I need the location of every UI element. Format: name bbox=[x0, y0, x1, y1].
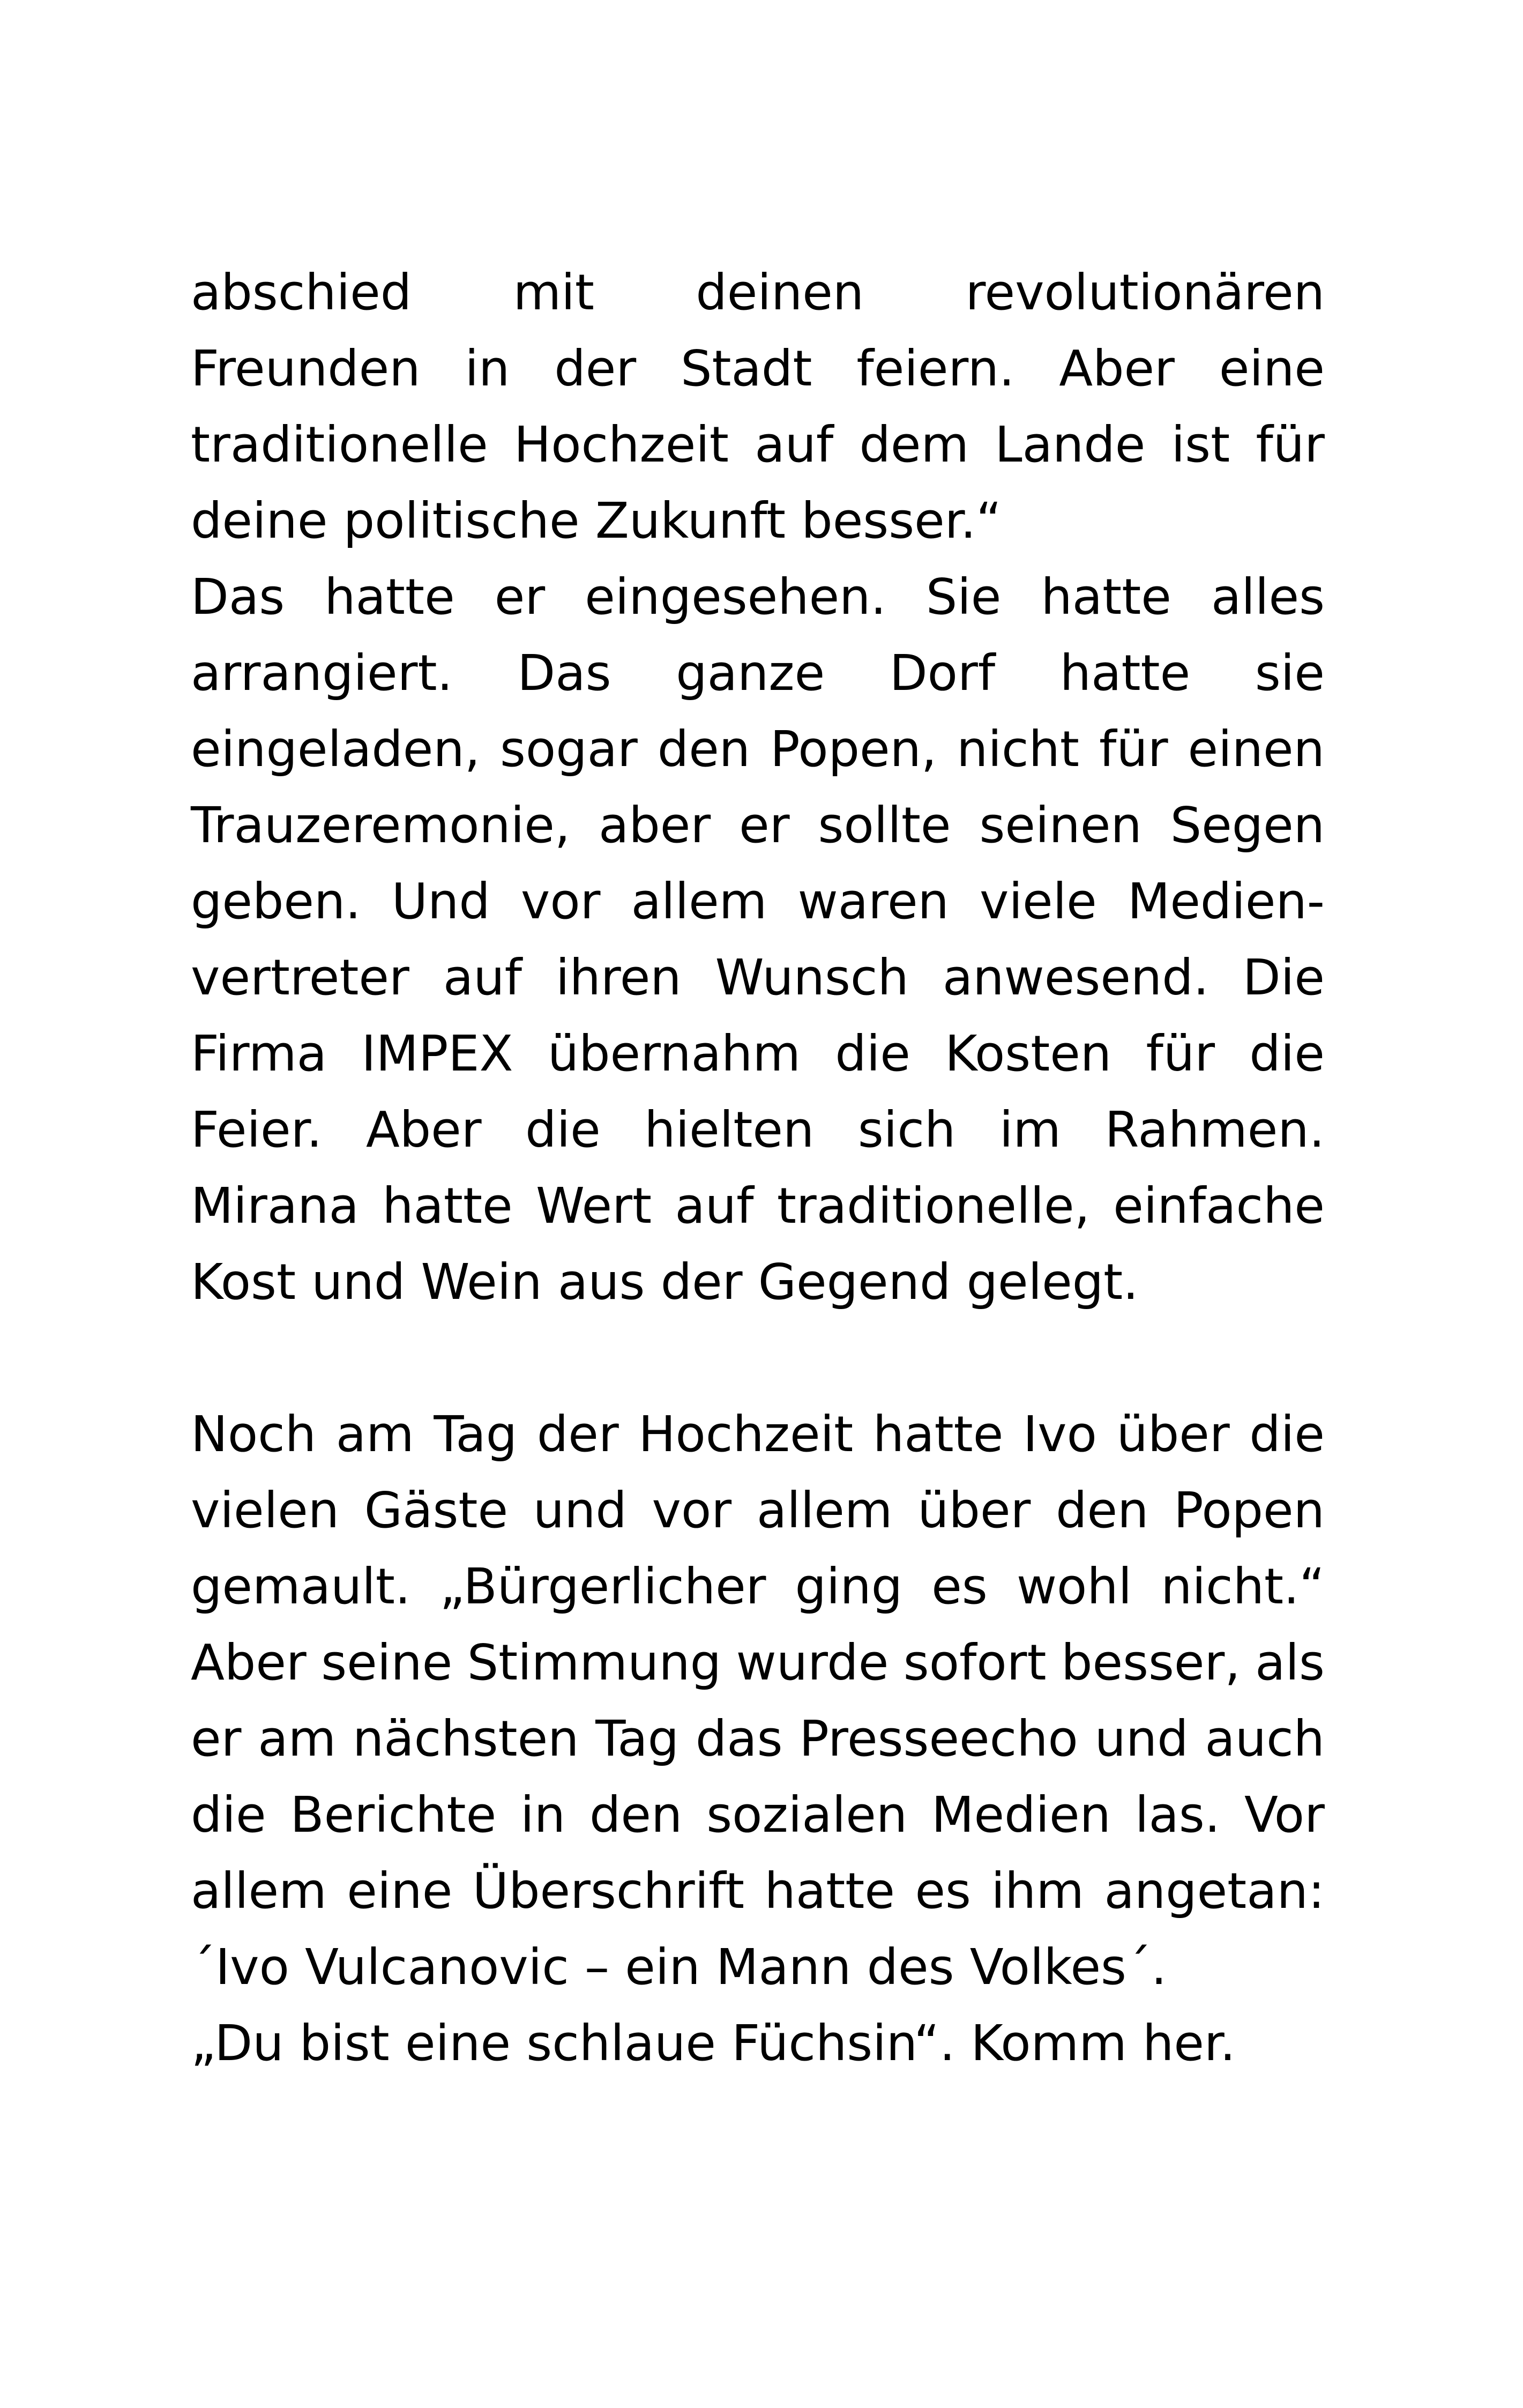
word: in bbox=[520, 1786, 566, 1844]
word: seine bbox=[321, 1634, 453, 1691]
word: hatte bbox=[382, 1177, 513, 1235]
text-line bbox=[191, 407, 1325, 483]
word: allem bbox=[756, 1482, 893, 1539]
text-line bbox=[191, 1853, 1325, 1929]
word: Freunden bbox=[191, 340, 421, 397]
word: Aber bbox=[365, 1101, 482, 1158]
word: revolutionären bbox=[965, 264, 1325, 321]
word: sozialen bbox=[706, 1786, 908, 1844]
word: Feier. bbox=[191, 1101, 323, 1158]
word: allem bbox=[191, 1862, 327, 1920]
word: ihren bbox=[556, 949, 682, 1006]
text-line bbox=[191, 1473, 1325, 1549]
word: deinen bbox=[696, 264, 864, 321]
word: eingesehen. bbox=[585, 568, 886, 626]
word: übernahm bbox=[547, 1025, 801, 1082]
word: sich bbox=[857, 1101, 956, 1158]
text-line bbox=[191, 1777, 1325, 1853]
word: die bbox=[525, 1101, 601, 1158]
word: vor bbox=[520, 873, 601, 930]
word: Hochzeit bbox=[514, 416, 729, 473]
text-line bbox=[191, 787, 1325, 864]
word: das bbox=[695, 1710, 783, 1767]
word: die bbox=[835, 1025, 910, 1082]
word: aber bbox=[599, 797, 711, 854]
word: eine bbox=[1219, 340, 1325, 397]
word: Medien bbox=[931, 1786, 1111, 1844]
word: Wunsch bbox=[715, 949, 909, 1006]
word: „Bürgerlicher bbox=[439, 1558, 766, 1615]
word: vertreter bbox=[191, 949, 409, 1006]
word: hielten bbox=[644, 1101, 815, 1158]
word: ganze bbox=[676, 644, 825, 702]
word: sie bbox=[1255, 644, 1325, 702]
word: hatte bbox=[1059, 644, 1191, 702]
word: am bbox=[335, 1406, 414, 1463]
word: angetan: bbox=[1104, 1862, 1325, 1920]
word: für bbox=[1146, 1025, 1215, 1082]
word: nächsten bbox=[353, 1710, 579, 1767]
word: abschied bbox=[191, 264, 412, 321]
word: ist bbox=[1171, 416, 1230, 473]
word: in bbox=[465, 340, 510, 397]
word: dem bbox=[859, 416, 969, 473]
word: Ivo bbox=[1023, 1406, 1097, 1463]
word: Medien- bbox=[1127, 873, 1325, 930]
word: Vor bbox=[1244, 1786, 1325, 1844]
word: vor bbox=[652, 1482, 732, 1539]
word: eine bbox=[347, 1862, 453, 1920]
word: alles bbox=[1211, 568, 1325, 626]
word: sogar bbox=[499, 720, 638, 778]
word: seinen bbox=[979, 797, 1142, 854]
word: arrangiert. bbox=[191, 644, 453, 702]
word: er bbox=[739, 797, 790, 854]
word: allem bbox=[631, 873, 767, 930]
word: traditionelle, bbox=[777, 1177, 1090, 1235]
word: hatte bbox=[872, 1406, 1004, 1463]
text-line bbox=[191, 864, 1325, 940]
word: ihm bbox=[991, 1862, 1084, 1920]
word: vielen bbox=[191, 1482, 340, 1539]
word: Hochzeit bbox=[638, 1406, 854, 1463]
word: hatte bbox=[764, 1862, 895, 1920]
word: hatte bbox=[324, 568, 455, 626]
word: Die bbox=[1242, 949, 1325, 1006]
paragraph-block-2 bbox=[191, 1396, 1325, 2082]
word: traditionelle bbox=[191, 416, 488, 473]
word: Firma bbox=[191, 1025, 327, 1082]
word: ging bbox=[795, 1558, 903, 1615]
word: den bbox=[1056, 1482, 1149, 1539]
word: und bbox=[533, 1482, 627, 1539]
word: Segen bbox=[1170, 797, 1325, 854]
word: Kosten bbox=[945, 1025, 1112, 1082]
word: für bbox=[1256, 416, 1325, 473]
word: IMPEX bbox=[361, 1025, 513, 1082]
word: einen bbox=[1188, 720, 1325, 778]
word: Das bbox=[517, 644, 611, 702]
text-line: Kost und Wein aus der Gegend gelegt. bbox=[191, 1253, 1139, 1311]
word: die bbox=[1249, 1025, 1325, 1082]
text-line bbox=[191, 559, 1325, 635]
text-line bbox=[191, 711, 1325, 787]
word: feiern. bbox=[856, 340, 1015, 397]
text-line bbox=[191, 1092, 1325, 1168]
word: Stadt bbox=[681, 340, 812, 397]
text-line bbox=[191, 1549, 1325, 1625]
word: einfache bbox=[1113, 1177, 1325, 1235]
word: und bbox=[1094, 1710, 1189, 1767]
word: für bbox=[1099, 720, 1168, 778]
text-line: „Du bist eine schlaue Füchsin“. Komm her. bbox=[191, 2015, 1236, 2072]
word: am bbox=[258, 1710, 337, 1767]
word: auf bbox=[443, 949, 522, 1006]
word: die bbox=[1249, 1406, 1325, 1463]
text-line bbox=[191, 1625, 1325, 1701]
text-line bbox=[191, 255, 1325, 331]
word: Presseecho bbox=[799, 1710, 1078, 1767]
text-line bbox=[191, 1701, 1325, 1777]
word: las. bbox=[1134, 1786, 1221, 1844]
text-line bbox=[191, 940, 1325, 1016]
word: wohl bbox=[1016, 1558, 1132, 1615]
word: Berichte bbox=[290, 1786, 497, 1844]
word: Popen bbox=[1174, 1482, 1325, 1539]
text-line bbox=[191, 331, 1325, 407]
word: es bbox=[931, 1558, 988, 1615]
text-line bbox=[191, 1396, 1325, 1473]
text-line: ´Ivo Vulcanovic – ein Mann des Volkes´. bbox=[191, 1938, 1167, 1996]
text-line bbox=[191, 635, 1325, 711]
word: es bbox=[915, 1862, 971, 1920]
word: wurde bbox=[736, 1634, 889, 1691]
word: viele bbox=[980, 873, 1097, 930]
word: Wert bbox=[535, 1177, 652, 1235]
word: den bbox=[657, 720, 751, 778]
word: den bbox=[589, 1786, 683, 1844]
word: hatte bbox=[1041, 568, 1171, 626]
word: Und bbox=[391, 873, 490, 930]
word: er bbox=[494, 568, 546, 626]
word: nicht.“ bbox=[1161, 1558, 1325, 1615]
word: als bbox=[1255, 1634, 1325, 1691]
paragraph-block-1 bbox=[191, 255, 1325, 1320]
word: auch bbox=[1205, 1710, 1325, 1767]
word: Rahmen. bbox=[1104, 1101, 1325, 1158]
word: geben. bbox=[191, 873, 361, 930]
word: Gäste bbox=[364, 1482, 509, 1539]
word: Lande bbox=[995, 416, 1146, 473]
word: Tag bbox=[434, 1406, 518, 1463]
word: Mirana bbox=[191, 1177, 359, 1235]
word: Dorf bbox=[889, 644, 996, 702]
word: sollte bbox=[818, 797, 951, 854]
word: sofort bbox=[903, 1634, 1047, 1691]
word: Das bbox=[191, 568, 285, 626]
word: die bbox=[191, 1786, 266, 1844]
word: über bbox=[1116, 1406, 1230, 1463]
text-line bbox=[191, 1016, 1325, 1092]
word: Aber bbox=[191, 1634, 307, 1691]
word: im bbox=[999, 1101, 1062, 1158]
text-line: deine politische Zukunft besser.“ bbox=[191, 492, 1002, 549]
word: Aber bbox=[1059, 340, 1175, 397]
word: anwesend. bbox=[942, 949, 1209, 1006]
word: gemault. bbox=[191, 1558, 411, 1615]
word: Tag bbox=[595, 1710, 680, 1767]
word: Popen, bbox=[770, 720, 937, 778]
word: der bbox=[536, 1406, 619, 1463]
word: über bbox=[917, 1482, 1031, 1539]
word: besser, bbox=[1061, 1634, 1241, 1691]
text-line bbox=[191, 1168, 1325, 1244]
word: Überschrift bbox=[472, 1862, 745, 1920]
word: Stimmung bbox=[467, 1634, 722, 1691]
word: eingeladen, bbox=[191, 720, 480, 778]
word: er bbox=[191, 1710, 242, 1767]
word: nicht bbox=[957, 720, 1079, 778]
word: der bbox=[554, 340, 637, 397]
word: Noch bbox=[191, 1406, 316, 1463]
word: auf bbox=[675, 1177, 754, 1235]
word: Sie bbox=[925, 568, 1002, 626]
word: waren bbox=[797, 873, 949, 930]
word: Trauzeremonie, bbox=[191, 797, 571, 854]
word: auf bbox=[755, 416, 834, 473]
word: mit bbox=[513, 264, 594, 321]
